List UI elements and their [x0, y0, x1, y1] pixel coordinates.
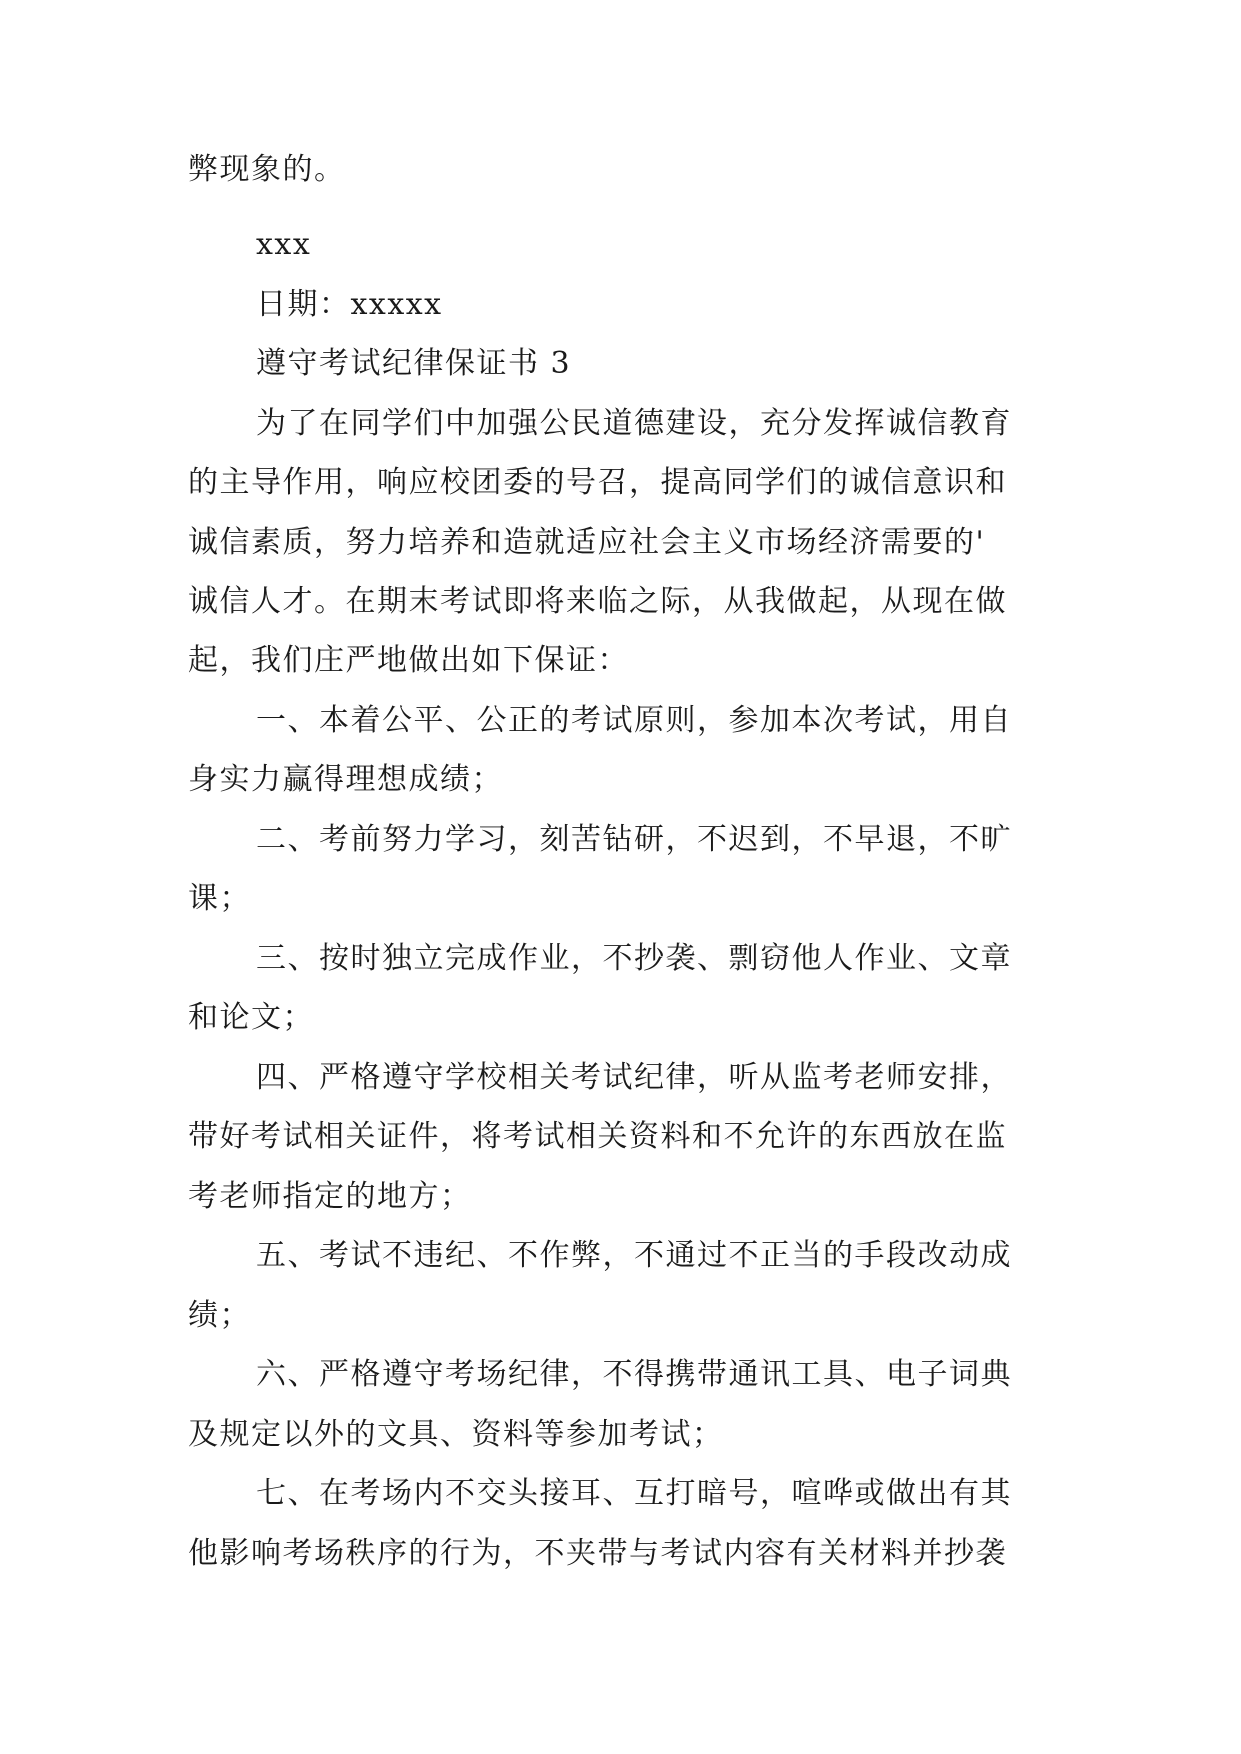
- text-line: 带好考试相关证件，将考试相关资料和不允许的东西放在监: [188, 1119, 1007, 1154]
- text-line: 他影响考场秩序的行为，不夹带与考试内容有关材料并抄袭: [188, 1536, 1007, 1571]
- date-line: 日期：xxxxx: [256, 287, 443, 322]
- text-line: 的主导作用，响应校团委的号召，提高同学们的诚信意识和: [188, 465, 1007, 500]
- text-line: 诚信素质，努力培养和造就适应社会主义市场经济需要的': [188, 525, 986, 560]
- text-line: 六、严格遵守考场纪律，不得携带通讯工具、电子词典: [256, 1357, 1012, 1392]
- text-line: 五、考试不违纪、不作弊，不通过不正当的手段改动成: [256, 1238, 1012, 1273]
- text-line: 考老师指定的地方；: [188, 1179, 472, 1214]
- text-line: 绩；: [188, 1298, 251, 1333]
- text-line: 七、在考场内不交头接耳、互打暗号，喧哗或做出有其: [256, 1476, 1012, 1511]
- section-title: 遵守考试纪律保证书 3: [256, 346, 572, 381]
- text-line: 课；: [188, 881, 251, 916]
- text-line: 和论文；: [188, 1000, 314, 1035]
- text-line: 二、考前努力学习，刻苦钻研，不迟到，不早退，不旷: [256, 822, 1012, 857]
- text-line: 三、按时独立完成作业，不抄袭、剽窃他人作业、文章: [256, 941, 1012, 976]
- signature-line: xxx: [256, 227, 312, 262]
- text-line: 身实力赢得理想成绩；: [188, 762, 503, 797]
- text-line: 为了在同学们中加强公民道德建设，充分发挥诚信教育: [256, 406, 1012, 441]
- text-line: 弊现象的。: [188, 152, 346, 187]
- text-line: 起，我们庄严地做出如下保证：: [188, 643, 629, 678]
- text-line: 四、严格遵守学校相关考试纪律，听从监考老师安排，: [256, 1060, 1012, 1095]
- text-line: 及规定以外的文具、资料等参加考试；: [188, 1417, 724, 1452]
- text-line: 诚信人才。在期末考试即将来临之际，从我做起，从现在做: [188, 584, 1007, 619]
- text-line: 一、本着公平、公正的考试原则，参加本次考试，用自: [256, 703, 1012, 738]
